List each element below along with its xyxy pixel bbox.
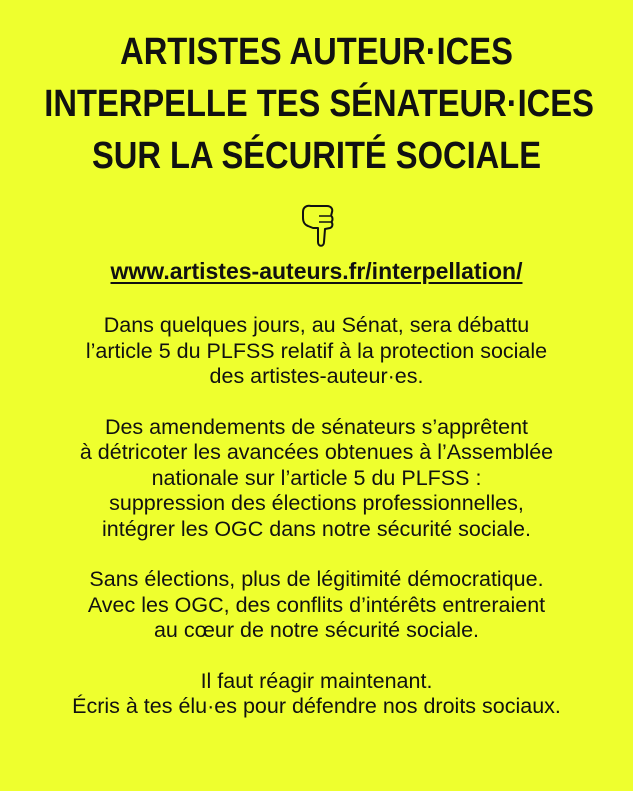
title-line-1: ARTISTES AUTEUR·ICES — [120, 31, 513, 73]
paragraph-4 — [0, 669, 633, 720]
paragraph-line: Il faut réagir maintenant. — [200, 668, 433, 693]
paragraph-line: Dans quelques jours, au Sénat, sera débattu — [103, 313, 530, 337]
paragraph-line: au cœur de notre sécurité sociale. — [153, 618, 480, 642]
paragraph-line: Des amendements de sénateurs s’apprêtent — [104, 414, 529, 439]
title-line-3: SUR LA SÉCURITÉ SOCIALE — [91, 135, 542, 177]
paragraph-2 — [0, 415, 633, 543]
paragraph-3 — [0, 567, 633, 644]
body-text — [0, 313, 633, 720]
paragraph-line: des artistes-auteur·es. — [209, 364, 424, 388]
interpellation-link[interactable]: www.artistes-auteurs.fr/interpellation/ — [110, 258, 523, 284]
title-line-2: INTERPELLE TES SÉNATEUR·ICES — [44, 83, 594, 125]
paragraph-line: Écris à tes élu·es pour défendre nos droits sociaux. — [72, 694, 561, 718]
poster-title — [44, 26, 594, 182]
paragraph-line: l’article 5 du PLFSS relatif à la protection sociale — [85, 338, 548, 363]
pointing-down-hand-icon — [297, 202, 337, 250]
paragraph-line: intégrer les OGC dans notre sécurité sociale. — [101, 516, 531, 541]
paragraph-line: suppression des élections professionnelles, — [109, 491, 524, 515]
paragraph-line: à détricoter les avancées obtenues à l’Assemblée — [79, 440, 554, 464]
paragraph-line: Avec les OGC, des conflits d’intérêts entreraient — [87, 592, 546, 617]
paragraph-line: Sans élections, plus de légitimité démocratique. — [89, 567, 544, 591]
paragraph-1 — [0, 313, 633, 390]
paragraph-line: nationale sur l’article 5 du PLFSS : — [151, 465, 482, 490]
